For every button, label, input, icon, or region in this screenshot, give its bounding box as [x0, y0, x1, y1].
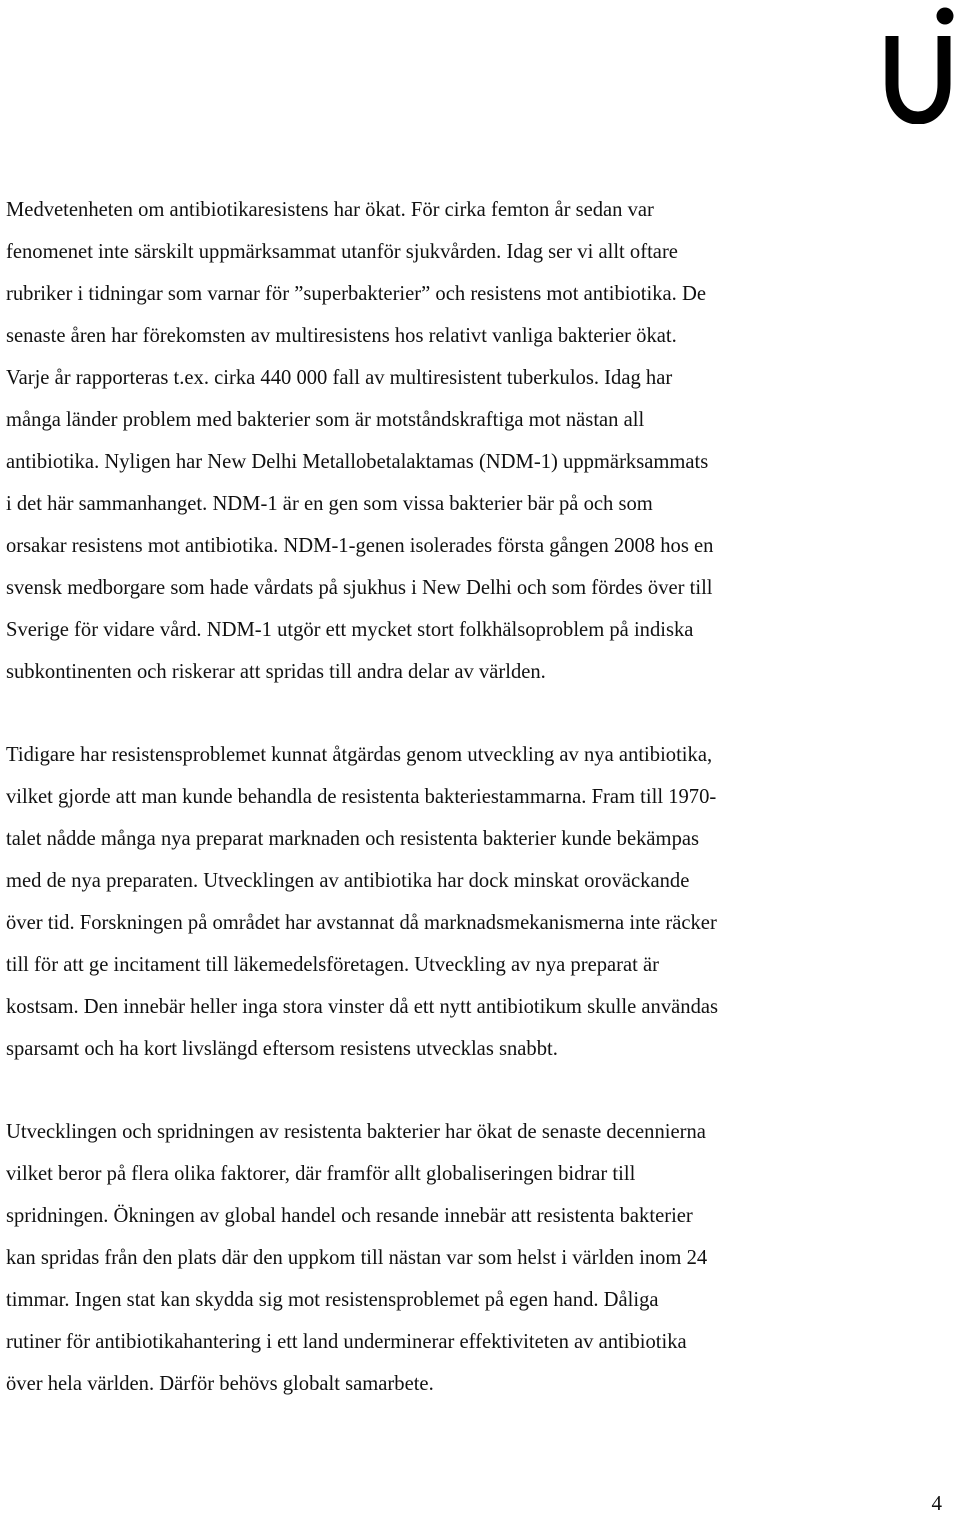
- umea-university-logo-icon: [880, 2, 956, 124]
- text-line: kostsam. Den innebär heller inga stora vinster då ett nytt antibiotikum skulle användas: [6, 996, 719, 1018]
- text-line: svensk medborgare som hade vårdats på sjukhus i New Delhi och som fördes över till: [6, 577, 713, 599]
- text-line: över hela världen. Därför behövs globalt samarbete.: [6, 1373, 434, 1395]
- text-line: kan spridas från den plats där den uppkom till nästan var som helst i världen inom 24: [6, 1247, 708, 1269]
- text-line: med de nya preparaten. Utvecklingen av antibiotika har dock minskat oroväckande: [6, 870, 690, 892]
- page-number: 4: [931, 1491, 942, 1515]
- text-line: Medvetenheten om antibiotikaresistens har ökat. För cirka femton år sedan var: [6, 199, 654, 221]
- text-line: vilket gjorde att man kunde behandla de resistenta bakteriestammarna. Fram till 1970-: [6, 786, 717, 808]
- paragraph-2: [6, 734, 856, 1070]
- text-line: orsakar resistens mot antibiotika. NDM-1-genen isolerades första gången 2008 hos en: [6, 535, 714, 557]
- text-line: Varje år rapporteras t.ex. cirka 440 000 fall av multiresistent tuberkulos. Idag har: [6, 367, 673, 389]
- document-body: [6, 189, 856, 1405]
- text-line: många länder problem med bakterier som är motståndskraftiga mot nästan all: [6, 409, 645, 431]
- text-line: vilket beror på flera olika faktorer, där framför allt globaliseringen bidrar till: [6, 1163, 636, 1185]
- text-line: rutiner för antibiotikahantering i ett land underminerar effektiviteten av antibiotika: [6, 1331, 687, 1353]
- text-line: antibiotika. Nyligen har New Delhi Metallobetalaktamas (NDM-1) uppmärksammats: [6, 451, 709, 473]
- text-line: över tid. Forskningen på området har avstannat då marknadsmekanismerna inte räcker: [6, 912, 717, 934]
- text-line: Utvecklingen och spridningen av resistenta bakterier har ökat de senaste decennierna: [6, 1121, 706, 1143]
- paragraph-spacer: [6, 693, 856, 734]
- paragraph-spacer: [6, 1070, 856, 1111]
- text-line: fenomenet inte särskilt uppmärksammat utanför sjukvården. Idag ser vi allt oftare: [6, 241, 678, 263]
- text-line: timmar. Ingen stat kan skydda sig mot resistensproblemet på egen hand. Dåliga: [6, 1289, 659, 1311]
- text-line: till för att ge incitament till läkemedelsföretagen. Utveckling av nya preparat är: [6, 954, 660, 976]
- text-line: rubriker i tidningar som varnar för ”superbakterier” och resistens mot antibiotika. De: [6, 283, 706, 305]
- text-line: Tidigare har resistensproblemet kunnat åtgärdas genom utveckling av nya antibiotika,: [6, 744, 713, 766]
- text-line: i det här sammanhanget. NDM-1 är en gen som vissa bakterier bär på och som: [6, 493, 653, 515]
- text-line: sparsamt och ha kort livslängd eftersom resistens utvecklas snabbt.: [6, 1038, 558, 1060]
- text-line: Sverige för vidare vård. NDM-1 utgör ett mycket stort folkhälsoproblem på indiska: [6, 619, 694, 641]
- text-line: spridningen. Ökningen av global handel och resande innebär att resistenta bakterier: [6, 1205, 693, 1227]
- text-line: talet nådde många nya preparat marknaden och resistenta bakterier kunde bekämpas: [6, 828, 700, 850]
- paragraph-1: [6, 189, 856, 693]
- paragraph-3: [6, 1111, 856, 1405]
- text-line: senaste åren har förekomsten av multiresistens hos relativt vanliga bakterier ökat.: [6, 325, 677, 347]
- text-line: subkontinenten och riskerar att spridas till andra delar av världen.: [6, 661, 546, 683]
